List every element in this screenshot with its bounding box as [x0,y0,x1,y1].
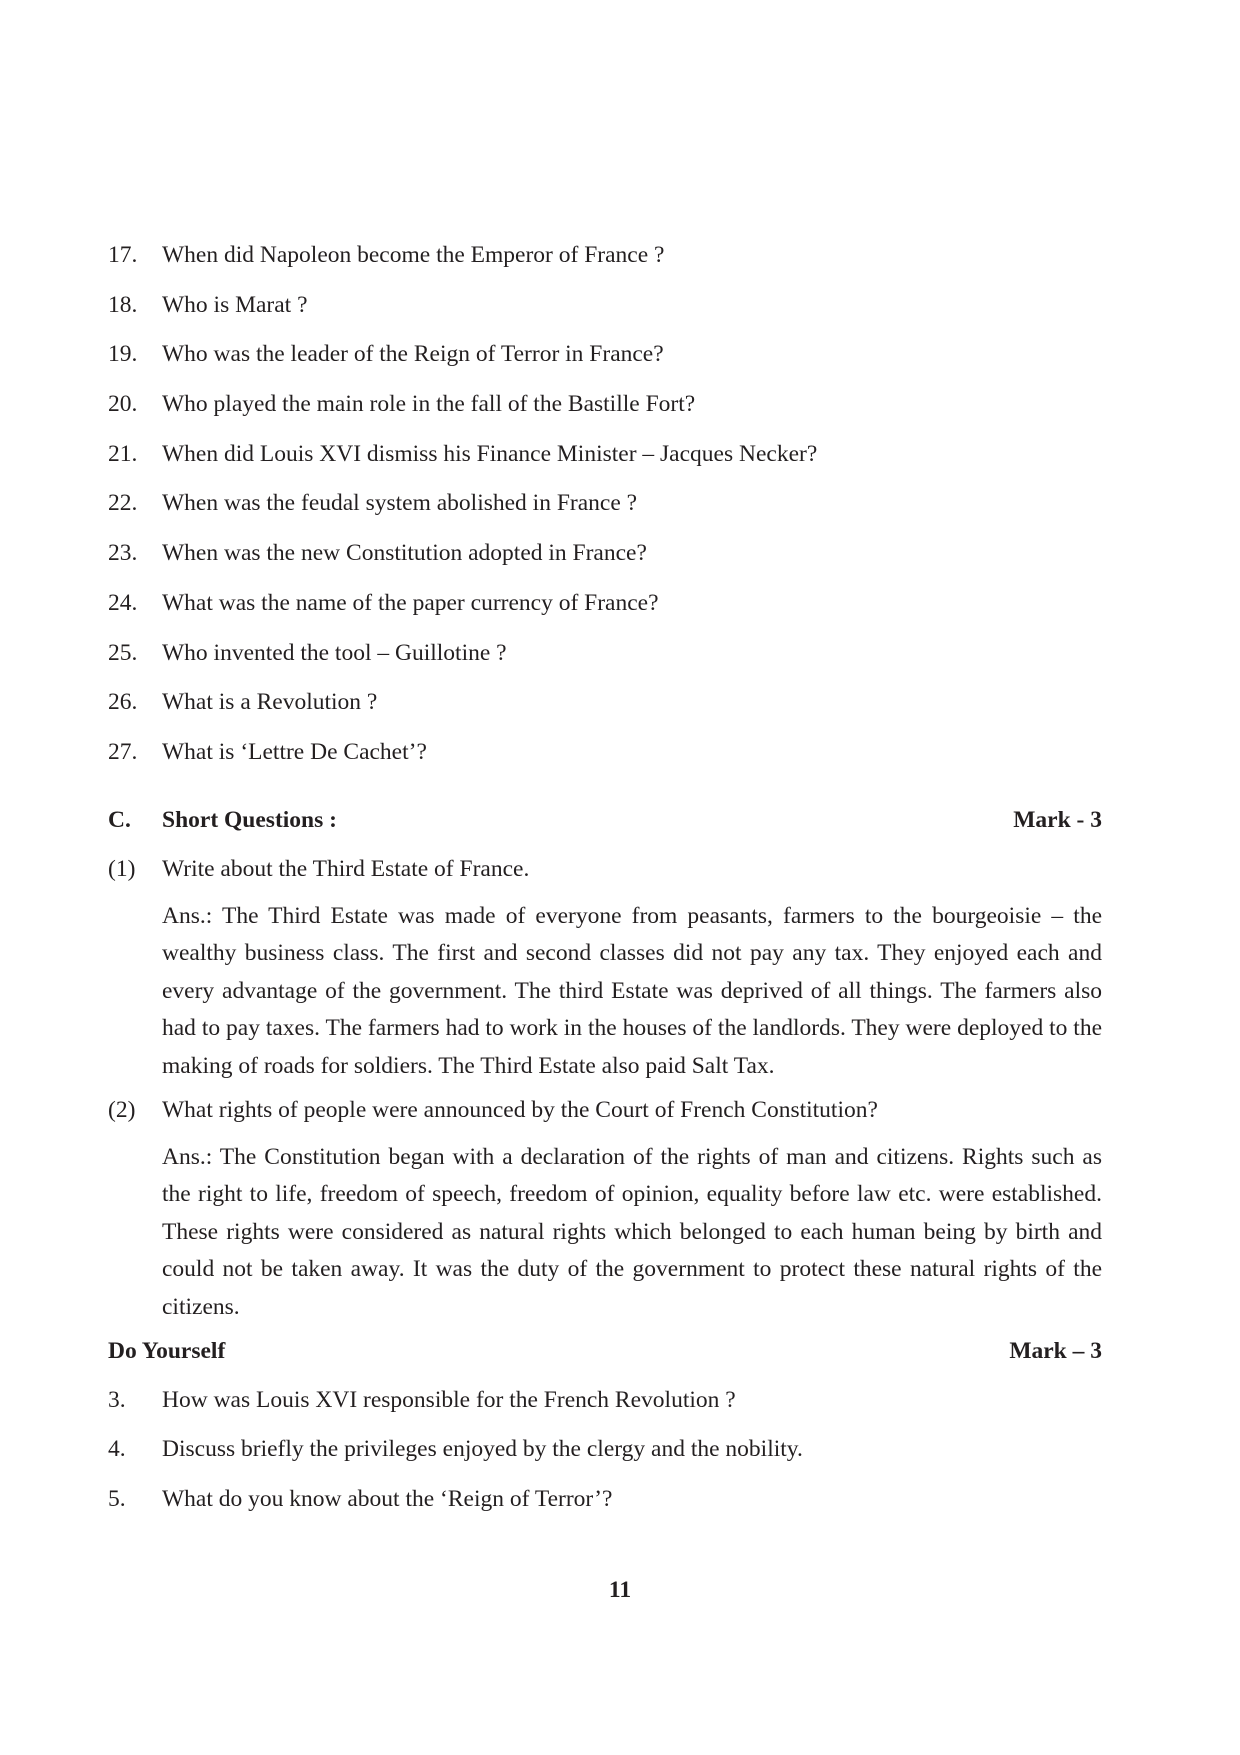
page-content [108,241,1102,1535]
list-item [108,1435,1102,1485]
question-text: When did Louis XVI dismiss his Finance Minister – Jacques Necker? [162,440,818,467]
list-item [108,738,1102,788]
question-number: 27. [108,738,138,765]
question-text: What is a Revolution ? [162,689,378,716]
section-c-title-group [108,806,337,834]
list-item [108,291,1102,341]
question-text: What was the name of the paper currency of France? [162,589,659,616]
question-text: How was Louis XVI responsible for the French Revolution ? [162,1386,736,1413]
question-number: 24. [108,589,138,616]
question-text: What do you know about the ‘Reign of Terror’? [162,1485,613,1512]
question-text: When was the feudal system abolished in France ? [162,490,638,517]
short-question-row [108,855,1102,904]
question-number: 18. [108,291,138,318]
question-text: When was the new Constitution adopted in France? [162,540,647,567]
do-yourself-heading [108,1337,1102,1386]
list-item [108,589,1102,639]
question-number: 17. [108,242,138,268]
question-number: 20. [108,391,138,418]
question-number: 21. [108,440,138,467]
question-number: 22. [108,490,138,517]
question-number: 3. [108,1386,126,1413]
list-item [108,440,1102,490]
question-list [108,241,1102,788]
short-question-text: What rights of people were announced by the Court of French Constitution? [162,1096,878,1123]
list-item [108,489,1102,539]
list-item [108,390,1102,440]
section-letter: C. [108,806,131,833]
do-yourself-title: Do Yourself [108,1337,226,1364]
list-item [108,639,1102,689]
answer-paragraph: Ans.: The Third Estate was made of everyone from peasants, farmers to the bourgeoisie – the wealthy business class. The first and second classes did not pay any tax. They enjoyed each and every advantage of the government. The third Estate was deprived of all things. The farmers also had to pay taxes. The farmers had to work in the houses of the landlords. They were deployed to the making of roads for soldiers. The Third Estate also paid Salt Tax. [162,902,1102,1079]
question-text: What is ‘Lettre De Cachet’? [162,738,427,765]
question-number: 19. [108,341,138,368]
question-text: Discuss briefly the privileges enjoyed by the clergy and the nobility. [162,1436,803,1463]
question-text: Who invented the tool – Guillotine ? [162,639,507,666]
question-text: Who was the leader of the Reign of Terror in France? [162,341,664,368]
section-mark: Mark - 3 [1013,806,1102,833]
section-title: Short Questions : [162,806,337,833]
list-item [108,539,1102,589]
short-question-1 [108,855,1102,1086]
short-question-row [108,1096,1102,1145]
list-item [108,1485,1102,1535]
page-number: 11 [608,1577,632,1603]
list-item [108,340,1102,390]
short-question-number: (2) [108,1096,136,1123]
short-question-text: Write about the Third Estate of France. [162,855,530,882]
section-c-heading [108,806,1102,855]
question-text: Who is Marat ? [162,291,308,318]
question-text: When did Napoleon become the Emperor of France ? [162,242,665,268]
answer-paragraph: Ans.: The Constitution began with a declaration of the rights of man and citizens. Rights such as the right to life, freedom of speech, freedom of opinion, equality before law etc. were established. These rights were considered as natural rights which belonged to each human being by birth and could not be taken away. It was the duty of the government to protect these natural rights of the citizens. [162,1143,1102,1320]
question-number: 25. [108,639,138,666]
question-text: Who played the main role in the fall of the Bastille Fort? [162,391,696,418]
question-number: 23. [108,540,138,567]
list-item [108,688,1102,738]
question-number: 5. [108,1485,126,1512]
question-number: 26. [108,689,138,716]
do-yourself-list [108,1386,1102,1535]
do-yourself-mark: Mark – 3 [1009,1337,1102,1364]
short-question-number: (1) [108,855,136,882]
short-question-2 [108,1096,1102,1327]
question-number: 4. [108,1436,126,1463]
list-item [108,1386,1102,1436]
list-item [108,241,1102,291]
